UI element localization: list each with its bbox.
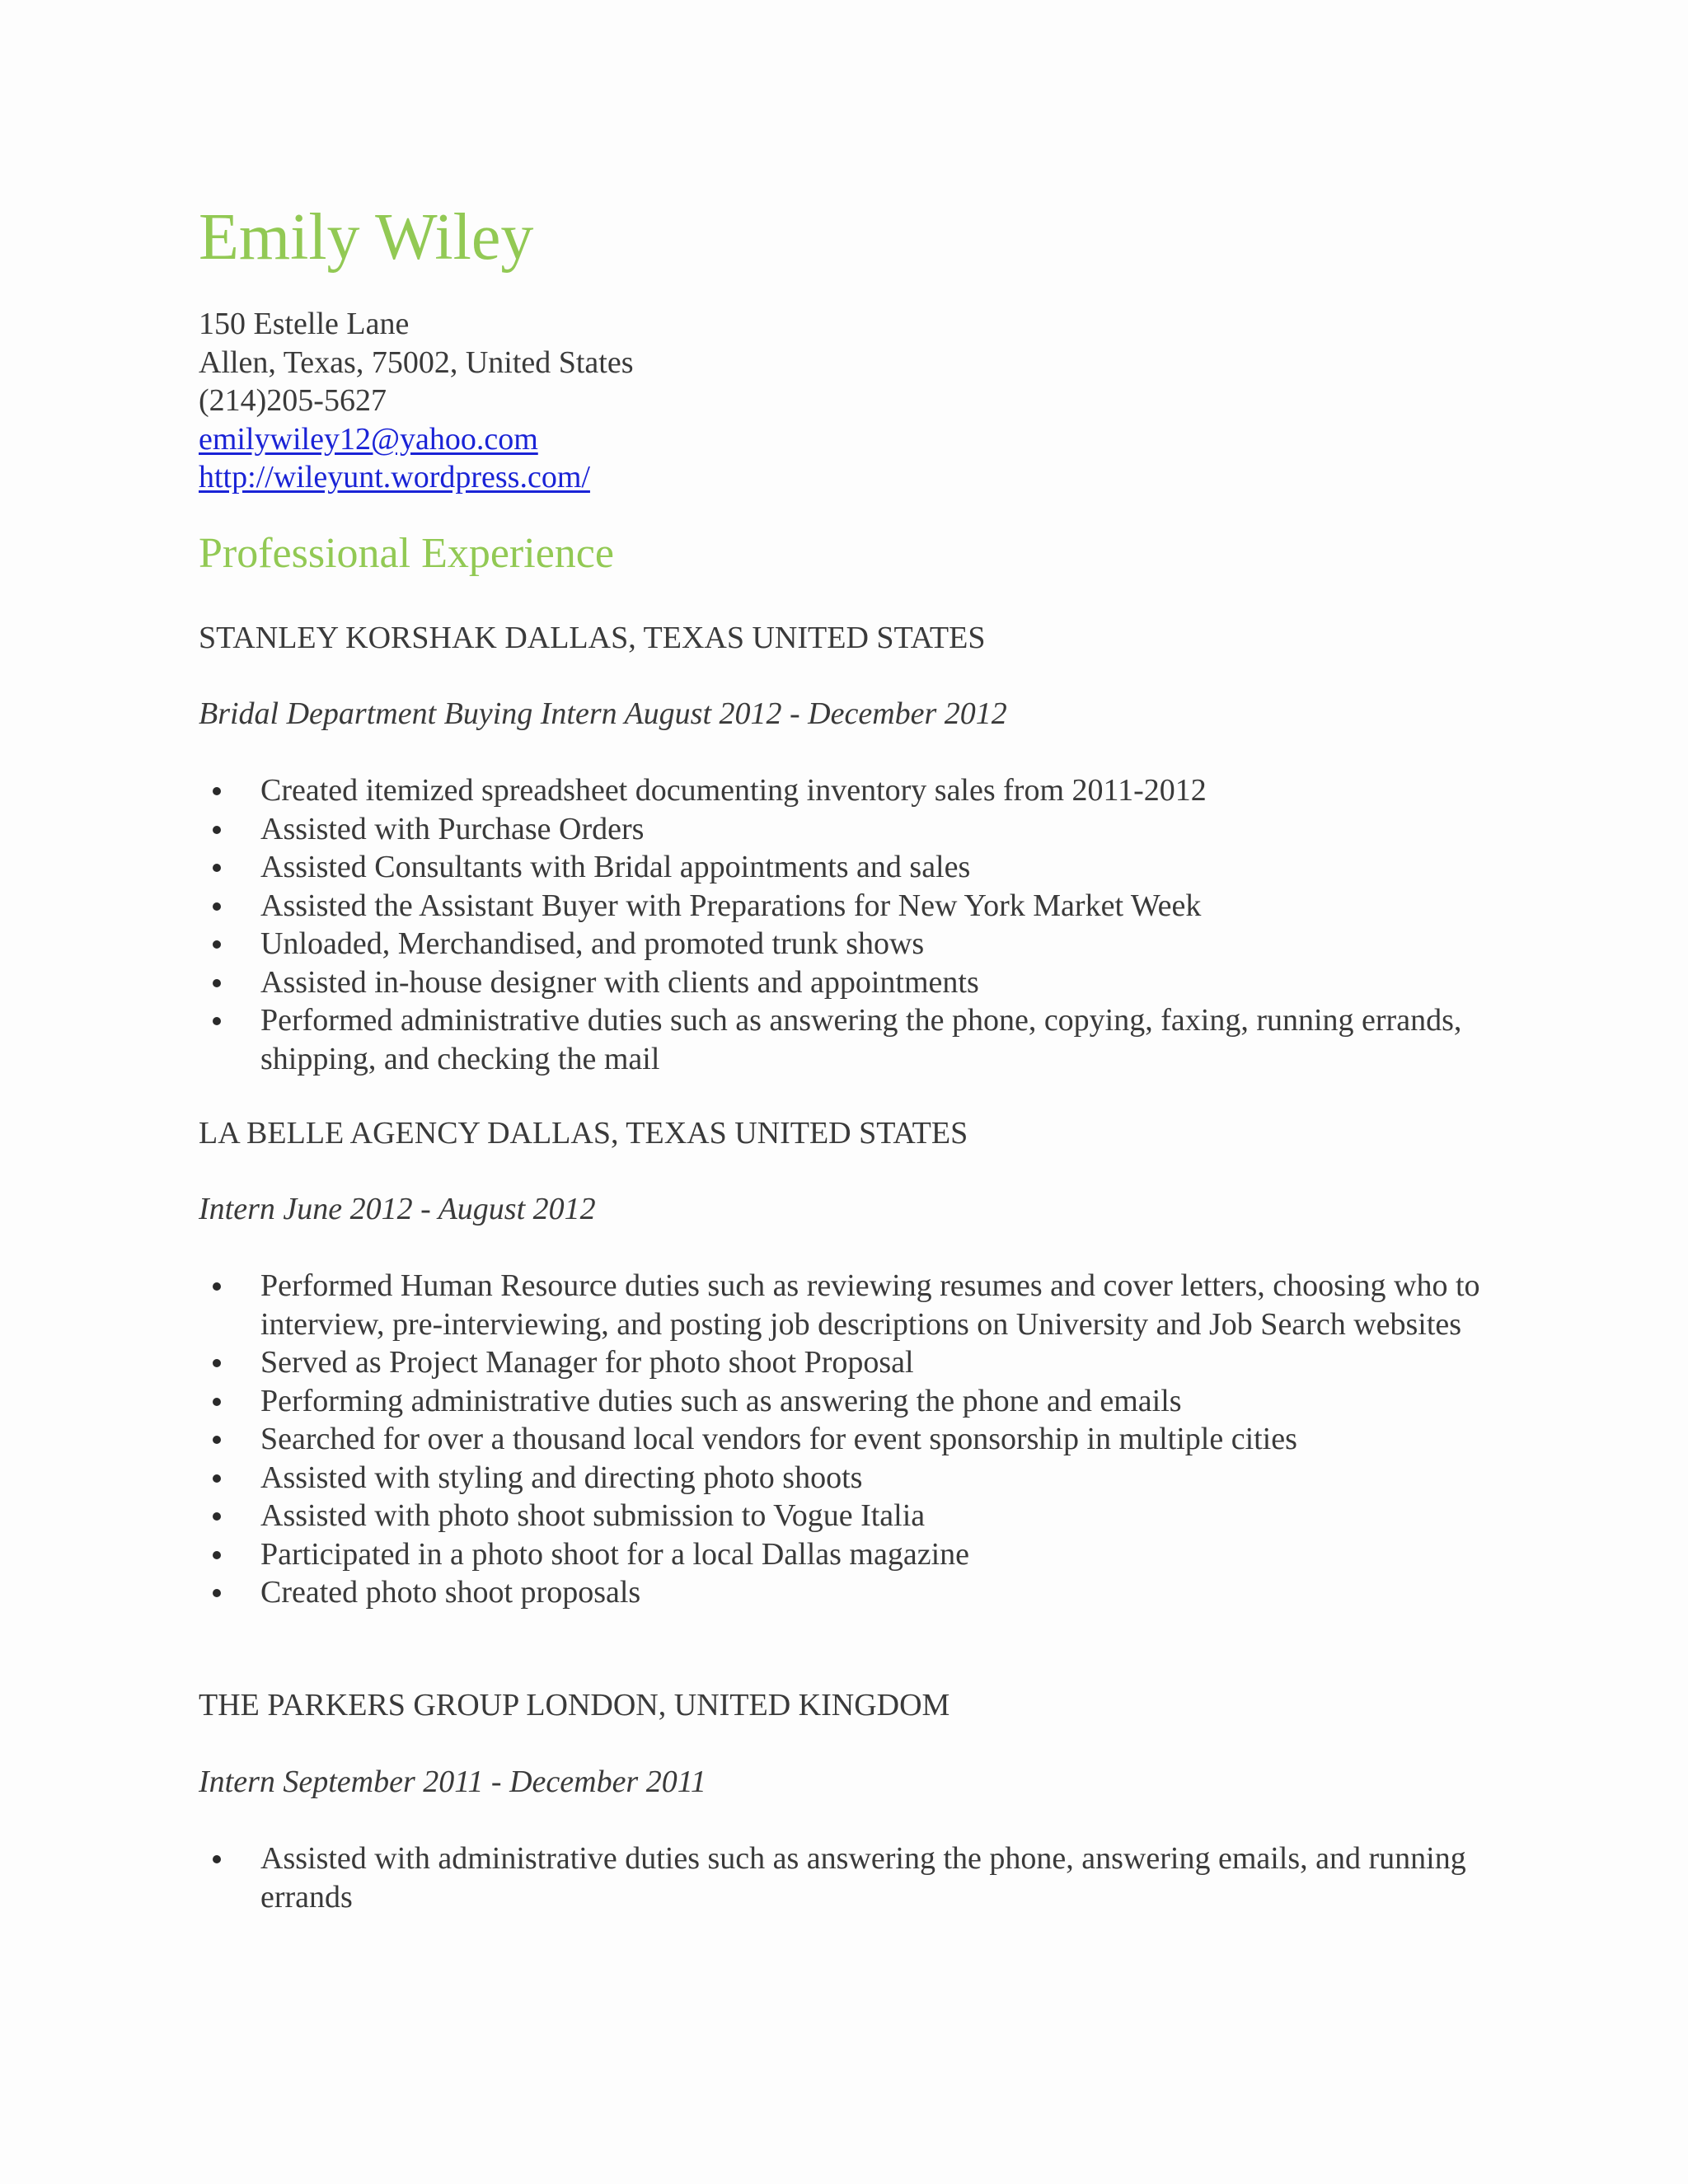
bullet-text: Served as Project Manager for photo shoot Proposal bbox=[260, 1345, 914, 1380]
bullet-text: Performed Human Resource duties such as reviewing resumes and cover letters, choosing who to interview, pre-interviewing, and posting job descriptions on University and Job Search websites bbox=[260, 1268, 1480, 1342]
list-item bbox=[199, 1535, 1484, 1574]
list-item bbox=[199, 810, 1484, 849]
list-item bbox=[199, 848, 1484, 887]
list-item bbox=[199, 1420, 1484, 1459]
bullet-text: Assisted Consultants with Bridal appointments and sales bbox=[260, 850, 971, 884]
bullet-icon bbox=[213, 1551, 221, 1559]
bullet-icon bbox=[213, 826, 221, 834]
bullet-text: Unloaded, Merchandised, and promoted trunk shows bbox=[260, 926, 925, 961]
bullet-text: Assisted with photo shoot submission to Vogue Italia bbox=[260, 1498, 926, 1533]
email-link[interactable]: emilywiley12@yahoo.com bbox=[199, 421, 538, 457]
bullet-icon bbox=[213, 979, 221, 987]
list-item bbox=[199, 1343, 1484, 1382]
bullet-icon bbox=[213, 1855, 221, 1863]
job-company: LA BELLE AGENCY DALLAS, TEXAS UNITED STATES bbox=[199, 1116, 968, 1151]
contact-street: 150 Estelle Lane bbox=[199, 307, 410, 341]
bullet-icon bbox=[213, 940, 221, 949]
list-item bbox=[199, 1267, 1484, 1343]
bullet-icon bbox=[213, 1359, 221, 1367]
bullet-text: Assisted in-house designer with clients and appointments bbox=[260, 964, 979, 1000]
contact-city: Allen, Texas, 75002, United States bbox=[199, 344, 634, 380]
list-item bbox=[199, 1840, 1484, 1916]
list-item bbox=[199, 771, 1484, 810]
bullet-text: Created photo shoot proposals bbox=[260, 1575, 641, 1610]
bullet-text: Searched for over a thousand local vendors for event sponsorship in multiple cities bbox=[260, 1422, 1297, 1456]
bullet-icon bbox=[213, 1512, 221, 1521]
bullet-icon bbox=[213, 864, 221, 872]
website-link[interactable]: http://wileyunt.wordpress.com/ bbox=[199, 460, 590, 494]
bullet-text: Assisted with Purchase Orders bbox=[260, 811, 645, 846]
bullet-text: Assisted with administrative duties such as answering the phone, answering emails, and running errands bbox=[260, 1841, 1466, 1915]
list-item bbox=[199, 1497, 1484, 1535]
bullet-icon bbox=[213, 787, 221, 795]
bullet-icon bbox=[213, 902, 221, 911]
job-bullet-list bbox=[199, 1840, 1484, 1916]
list-item bbox=[199, 963, 1484, 1002]
bullet-icon bbox=[213, 1589, 221, 1597]
section-title-professional-experience: Professional Experience bbox=[199, 530, 614, 577]
contact-block bbox=[199, 305, 634, 497]
job-bullet-list bbox=[199, 771, 1484, 1078]
job-role: Intern June 2012 - August 2012 bbox=[199, 1192, 596, 1226]
bullet-icon bbox=[213, 1017, 221, 1025]
contact-phone: (214)205-5627 bbox=[199, 383, 387, 418]
bullet-icon bbox=[213, 1398, 221, 1406]
bullet-icon bbox=[213, 1474, 221, 1483]
list-item bbox=[199, 1459, 1484, 1497]
job-company: STANLEY KORSHAK DALLAS, TEXAS UNITED STATES bbox=[199, 621, 986, 655]
list-item bbox=[199, 1001, 1484, 1078]
list-item bbox=[199, 1382, 1484, 1421]
bullet-text: Assisted with styling and directing photo shoots bbox=[260, 1460, 863, 1495]
bullet-text: Performing administrative duties such as answering the phone and emails bbox=[260, 1383, 1182, 1418]
bullet-icon bbox=[213, 1436, 221, 1444]
bullet-icon bbox=[213, 1282, 221, 1291]
job-company: THE PARKERS GROUP LONDON, UNITED KINGDOM bbox=[199, 1688, 950, 1722]
list-item bbox=[199, 925, 1484, 963]
job-role: Bridal Department Buying Intern August 2012 - December 2012 bbox=[199, 696, 1007, 731]
list-item bbox=[199, 887, 1484, 926]
job-bullet-list bbox=[199, 1267, 1484, 1612]
list-item bbox=[199, 1573, 1484, 1612]
bullet-text: Created itemized spreadsheet documenting inventory sales from 2011-2012 bbox=[260, 773, 1207, 808]
bullet-text: Participated in a photo shoot for a local Dallas magazine bbox=[260, 1536, 969, 1572]
job-role: Intern September 2011 - December 2011 bbox=[199, 1765, 706, 1799]
bullet-text: Performed administrative duties such as answering the phone, copying, faxing, running errands, shipping, and checking the mail bbox=[260, 1003, 1462, 1076]
bullet-text: Assisted the Assistant Buyer with Preparations for New York Market Week bbox=[260, 888, 1202, 923]
resume-name: Emily Wiley bbox=[199, 201, 534, 274]
